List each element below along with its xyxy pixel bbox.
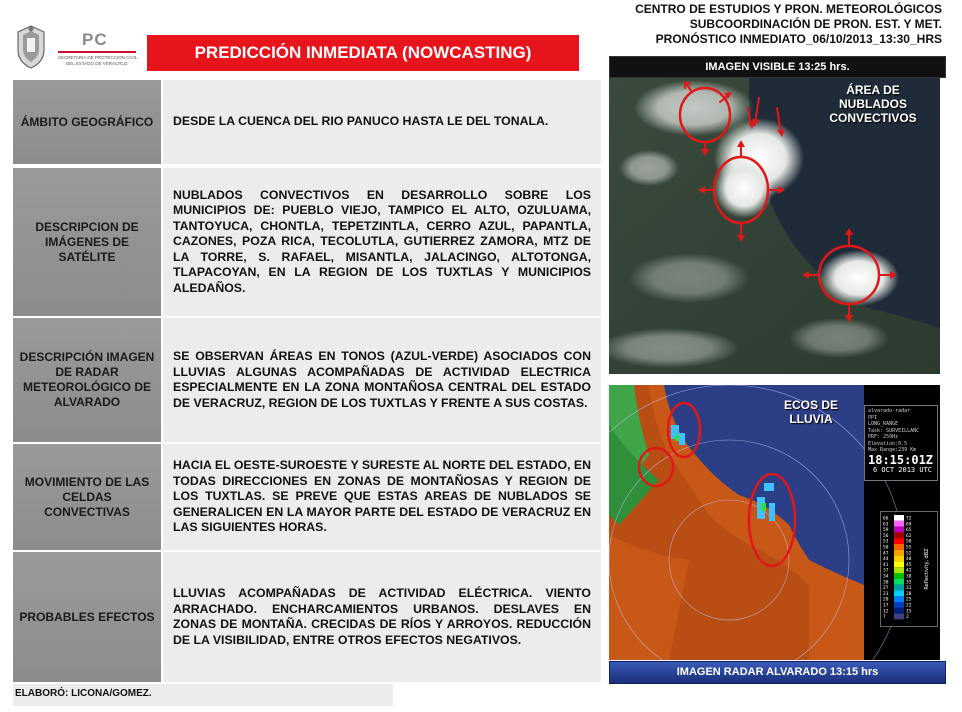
legend-label: 31: [906, 586, 912, 592]
legend-label: 59: [883, 528, 889, 534]
legend-label: 30: [883, 580, 889, 586]
row-text: LLUVIAS ACOMPAÑADAS DE ACTIVIDAD ELÉCTRICA. VIENTO ARRACHADO. ENCHARCAMIENTOS URBANOS. DESLAVES EN ZONAS DE MONTAÑA. CRECIDAS DE RÍOS Y ARROYOS. REDUCCIÓN DE LA VISIBILIDAD, ENTRE OTROS EFECTOS NEGATIVOS.: [163, 552, 601, 682]
legend-title: Reflectivity, dBZ: [924, 548, 930, 590]
legend-swatch: [894, 561, 904, 567]
legend-label: 53: [883, 539, 889, 545]
row-text: SE OBSERVAN ÁREAS EN TONOS (AZUL-VERDE) ASOCIADOS CON LLUVIAS ALGUNAS ACOMPAÑADAS DE ACTIVIDAD ELECTRICA ESPECIALMENTE EN LA ZONA MONTAÑOSA CENTRAL DEL ESTADO DE VERACRUZ, REGION DE LOS TUXTLAS Y FRENTE A SUS COSTAS.: [163, 318, 601, 442]
radar-annotation: ECOS DE LLUVIA: [783, 398, 838, 426]
legend-label: 34: [883, 574, 889, 580]
legend-label: 44: [883, 557, 889, 563]
row-text: NUBLADOS CONVECTIVOS EN DESARROLLO SOBRE LOS MUNICIPIOS DE: PUEBLO VIEJO, TAMPICO EL ALTO, OZULUAMA, TANTOYUCA, CHONTLA, TEPETZINTLA, CERRO AZUL, PAPANTLA, CAZONES, POZA RICA, TECOLUTLA, GUTIERREZ ZAMORA, MTZ DE LA TORRE, S. RAFAEL, MISANTLA, JALACINGO, ALTOTONGA, TLAPACOYAN, EN LA REGION DE LOS TUXTLAS Y MUNICIPIOS ALEDAÑOS.: [163, 168, 601, 316]
legend-swatch: [894, 567, 904, 573]
legend-label: 38: [906, 574, 912, 580]
legend-label: 42: [906, 568, 912, 574]
satellite-annotation: ÁREA DE NUBLADOS CONVECTIVOS: [829, 83, 917, 125]
legend-swatch: [894, 515, 904, 521]
radar-metadata: alvarado-radar PPI LONG_RANGE Task: SURVEILLANC PRF: 250Hz Elevation:0.5 Max Range:239 Km: [868, 408, 920, 453]
radar-info-panel: [864, 405, 938, 481]
logo: [14, 24, 140, 70]
legend-label: 50: [883, 545, 889, 551]
legend-label: 12: [883, 609, 889, 615]
row-label: DESCRIPCION DE IMÁGENES DE SATÉLITE: [13, 168, 161, 316]
legend-label: 55: [906, 545, 912, 551]
radar-caption: IMAGEN RADAR ALVARADO 13:15 hrs: [609, 661, 946, 684]
row-text: DESDE LA CUENCA DEL RIO PANUCO HASTA LE DEL TONALA.: [163, 80, 601, 164]
legend-label: 45: [906, 562, 912, 568]
table-row: [13, 318, 601, 442]
legend-label: 48: [906, 557, 912, 563]
legend-label: 58: [906, 539, 912, 545]
satellite-caption: IMAGEN VISIBLE 13:25 hrs.: [609, 56, 946, 78]
table-row: [13, 168, 601, 316]
legend-label: 69: [906, 522, 912, 528]
legend-label: 47: [883, 551, 889, 557]
logo-pc-text: PC: [82, 30, 108, 49]
legend-label: 22: [906, 603, 912, 609]
legend-swatch: [894, 596, 904, 602]
table-row: [13, 80, 601, 164]
legend-swatch: [894, 544, 904, 550]
legend-label: 65: [906, 528, 912, 534]
legend-swatch: [894, 521, 904, 527]
legend-swatch: [894, 579, 904, 585]
logo-divider: [58, 51, 136, 53]
legend-swatch: [894, 602, 904, 608]
legend-swatch: [894, 550, 904, 556]
row-label: PROBABLES EFECTOS: [13, 552, 161, 682]
organization-header: [635, 2, 942, 47]
legend-label: 2: [906, 615, 909, 621]
org-line: PRONÓSTICO INMEDIATO_06/10/2013_13:30_HRS: [655, 32, 942, 46]
row-text: HACIA EL OESTE-SUROESTE Y SURESTE AL NORTE DEL ESTADO, EN TODAS DIRECCIONES EN ZONAS DE MONTAÑOSAS Y REGION DE LOS TUXTLAS. SE PREVE QUE ESTAS AREAS DE NUBLADOS SE GENERALICEN EN LA MAYOR PARTE DEL ESTADO DE VERACRUZ EN LAS SIGUIENTES HORAS.: [163, 444, 601, 550]
radar-time: 18:15:01Z: [868, 452, 934, 467]
page-title: PREDICCIÓN INMEDIATA (NOWCASTING): [147, 35, 579, 71]
legend-swatch: [894, 614, 904, 620]
legend-swatch: [894, 527, 904, 533]
legend-label: 52: [906, 551, 912, 557]
legend-swatch: [894, 573, 904, 579]
legend-label: 25: [906, 597, 912, 603]
legend-label: 63: [883, 522, 889, 528]
legend-label: 62: [906, 533, 912, 539]
legend-label: 23: [883, 591, 889, 597]
legend-label: 41: [883, 562, 889, 568]
legend-label: 7: [883, 615, 886, 621]
legend-label: 27: [883, 586, 889, 592]
legend-label: 15: [906, 609, 912, 615]
legend-label: 17: [883, 603, 889, 609]
legend-label: 72: [906, 516, 912, 522]
org-line: SUBCOORDINACIÓN DE PRON. EST. Y MET.: [689, 17, 942, 31]
legend-label: 28: [906, 591, 912, 597]
row-label: MOVIMIENTO DE LAS CELDAS CONVECTIVAS: [13, 444, 161, 550]
logo-caption: DEL ESTADO DE VERACRUZ: [66, 61, 128, 66]
legend-swatch: [894, 590, 904, 596]
legend-label: 20: [883, 597, 889, 603]
logo-caption: SECRETARÍA DE PROTECCIÓN CIVIL: [58, 55, 138, 60]
legend-swatch: [894, 608, 904, 614]
table-row: [13, 552, 601, 682]
legend-label: 37: [883, 568, 889, 574]
legend-swatch: [894, 538, 904, 544]
row-label: ÁMBITO GEOGRÁFICO: [13, 80, 161, 164]
radar-date: 6 OCT 2013 UTC: [873, 465, 933, 474]
legend-label: 35: [906, 580, 912, 586]
table-row: [13, 444, 601, 550]
legend-label: 56: [883, 533, 889, 539]
legend-swatch: [894, 556, 904, 562]
org-line: CENTRO DE ESTUDIOS Y PRON. METEOROLÓGICOS: [635, 2, 942, 16]
seal-icon: [14, 24, 48, 70]
author-credit: ELABORÓ: LICONA/GOMEZ.: [15, 688, 152, 699]
legend-scale: [881, 512, 937, 626]
row-label: DESCRIPCIÓN IMAGEN DE RADAR METEOROLÓGICO DE ALVARADO: [13, 318, 161, 442]
legend-label: 66: [883, 516, 889, 522]
legend-swatch: [894, 532, 904, 538]
legend-swatch: [894, 585, 904, 591]
reflectivity-legend: [880, 511, 938, 627]
